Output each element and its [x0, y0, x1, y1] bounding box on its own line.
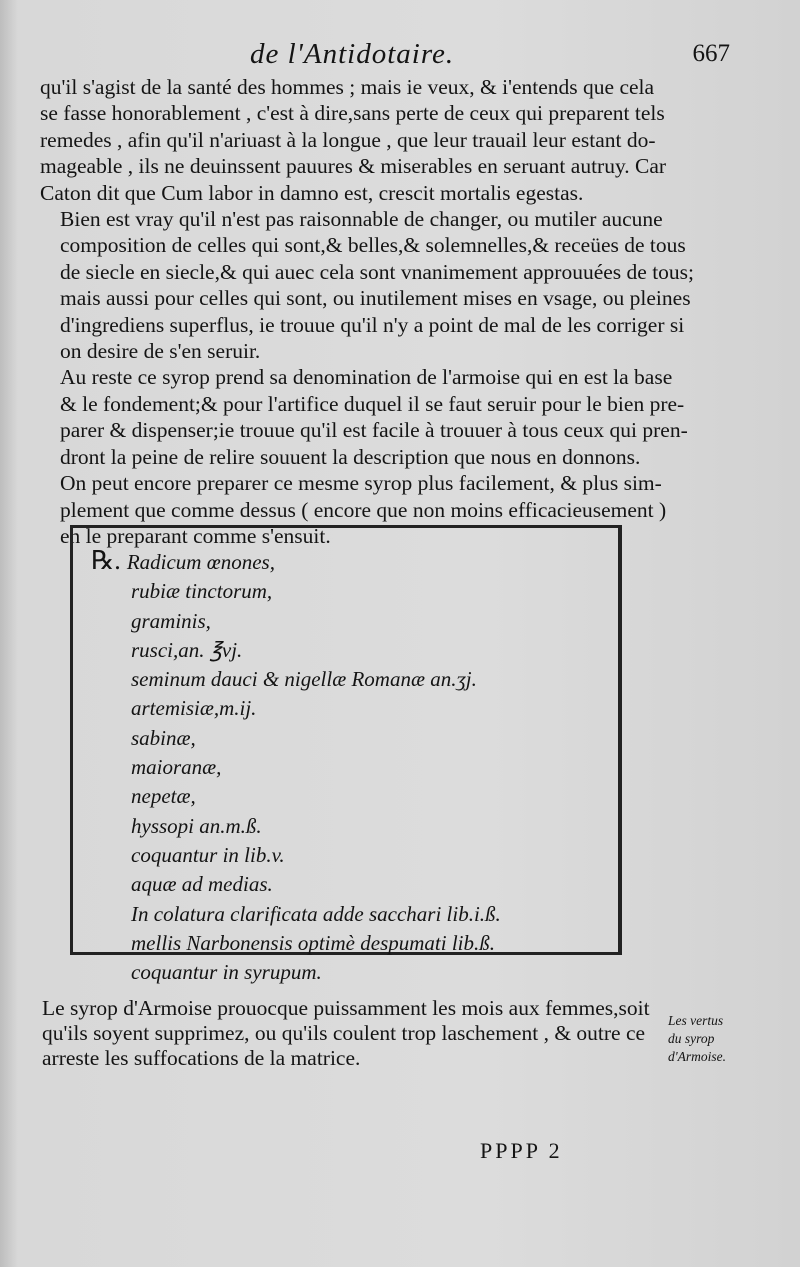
- recipe-item: aquæ ad medias.: [131, 872, 273, 897]
- page-header: [0, 38, 800, 72]
- recipe-item: coquantur in syrupum.: [131, 960, 322, 985]
- margin-note-line: Les vertus: [668, 1013, 724, 1028]
- text-line: remedes , afin qu'il n'ariuast à la longue , que leur trauail leur estant do-: [40, 127, 656, 152]
- closing-paragraph: [42, 996, 662, 1071]
- text-line: parer & dispenser;ie trouue qu'il est facile à trouuer à tous ceux qui pren-: [60, 418, 688, 443]
- margin-note-line: d'Armoise.: [668, 1049, 727, 1064]
- recipe-item: [91, 546, 501, 577]
- recipe-item: coquantur in lib.v.: [131, 842, 285, 867]
- text-line: mais aussi pour celles qui sont, ou inutilement mises en vsage, ou pleines: [60, 286, 691, 311]
- recipe-list: [91, 546, 501, 987]
- recipe-item-text: Radicum œnones,: [126, 550, 275, 574]
- margin-note-line: du syrop: [668, 1031, 715, 1046]
- text-line: se fasse honorablement , c'est à dire,sans perte de ceux qui preparent tels: [40, 101, 665, 126]
- recipe-item: graminis,: [131, 608, 211, 633]
- recipe-symbol: ℞.: [91, 546, 121, 575]
- recipe-box: [70, 525, 622, 985]
- recipe-item: mellis Narbonensis optimè despumati lib.ß.: [131, 930, 495, 955]
- recipe-item: rubiæ tinctorum,: [131, 579, 273, 604]
- text-line: en le preparant comme s'ensuit.: [60, 523, 331, 548]
- recipe-item: nepetæ,: [131, 784, 196, 809]
- text-line: On peut encore preparer ce mesme syrop plus facilement, & plus sim-: [60, 471, 662, 496]
- text-line: mageable , ils ne deuinssent pauures & miserables en seruant autruy. Car: [40, 154, 667, 179]
- recipe-item: sabinæ,: [131, 725, 196, 750]
- paragraph-3: [40, 364, 688, 470]
- body-text: [40, 74, 695, 549]
- text-line: Le syrop d'Armoise prouocque puissamment les mois aux femmes,soit: [42, 996, 650, 1020]
- recipe-item: artemisiæ,m.ij.: [131, 696, 257, 721]
- text-line: arreste les suffocations de la matrice.: [42, 1046, 361, 1070]
- signature-mark: PPPP 2: [480, 1138, 563, 1163]
- page-number: 667: [692, 40, 730, 67]
- text-line: on desire de s'en seruir.: [60, 339, 261, 364]
- recipe-item: seminum dauci & nigellæ Romanæ an.ʒj.: [131, 667, 477, 692]
- running-title: de l'Antidotaire.: [250, 38, 455, 70]
- recipe-item: rusci,an. ℥vj.: [131, 637, 243, 662]
- margin-note: [668, 1012, 778, 1066]
- text-line: composition de celles qui sont,& belles,& solemnelles,& receües de tous: [60, 233, 686, 258]
- text-line: Bien est vray qu'il n'est pas raisonnable de changer, ou mutiler aucune: [60, 207, 663, 232]
- paragraph-1: [40, 74, 670, 206]
- text-line: Au reste ce syrop prend sa denomination de l'armoise qui en est la base: [60, 365, 673, 390]
- text-line: Caton dit que Cum labor in damno est, crescit mortalis egestas.: [40, 180, 584, 205]
- paragraph-2: [40, 206, 695, 364]
- recipe-item: In colatura clarificata adde sacchari lib.i.ß.: [131, 901, 501, 926]
- recipe-item: maioranæ,: [131, 755, 222, 780]
- recipe-item: hyssopi an.m.ß.: [131, 813, 262, 838]
- text-line: qu'ils soyent supprimez, ou qu'ils coulent trop laschement , & outre ce: [42, 1021, 646, 1045]
- text-line: d'ingrediens superflus, ie trouue qu'il n'y a point de mal de les corriger si: [60, 312, 685, 337]
- text-line: & le fondement;& pour l'artifice duquel il se faut seruir pour le bien pre-: [60, 391, 685, 416]
- text-line: qu'il s'agist de la santé des hommes ; mais ie veux, & i'entends que cela: [40, 75, 655, 99]
- text-line: dront la peine de relire souuent la description que nous en donnons.: [60, 444, 641, 469]
- text-line: plement que comme dessus ( encore que non moins efficacieusement ): [60, 497, 667, 522]
- text-line: de siecle en siecle,& qui auec cela sont vnanimement approuuées de tous;: [60, 259, 695, 284]
